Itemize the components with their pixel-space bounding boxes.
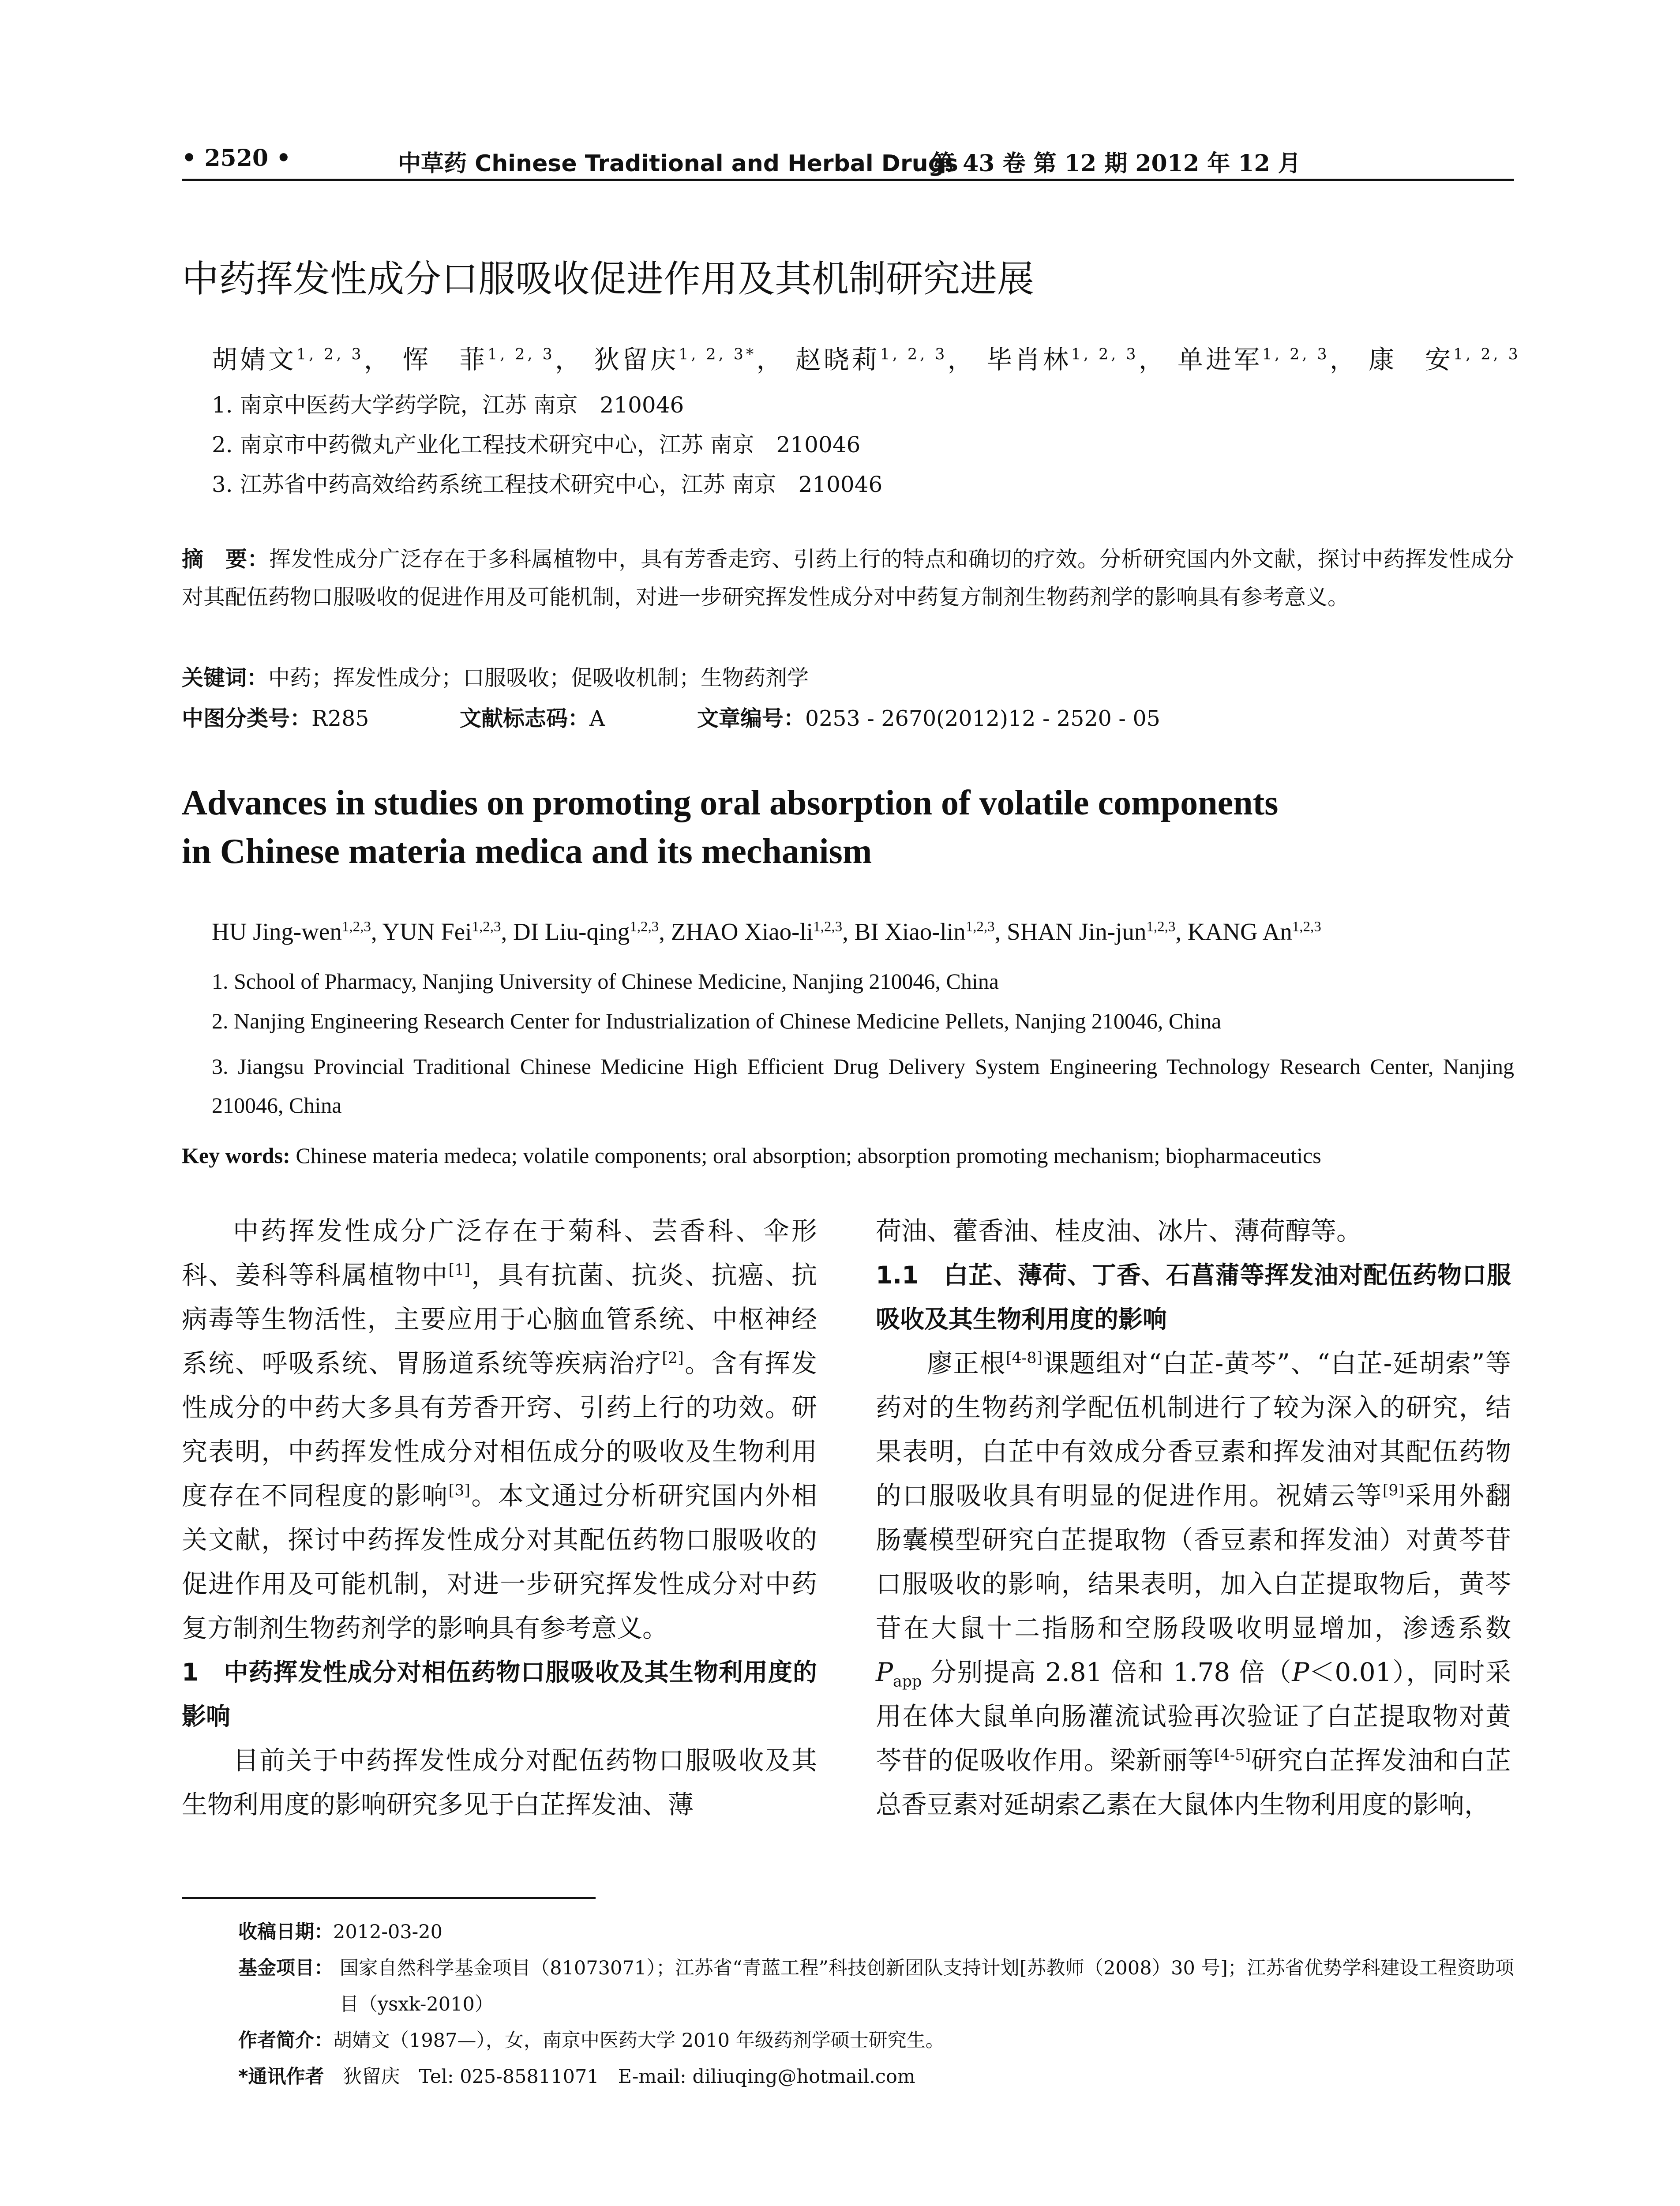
section-heading: 1 中药挥发性成分对相伍药物口服吸收及其生物利用度的影响 — [182, 1658, 817, 1730]
issue-info: 第 43 卷 第 12 期 2012 年 12 月 — [932, 150, 1301, 177]
en-title-line: Advances in studies on promoting oral absorption of volatile components — [182, 784, 1279, 822]
cn-abstract — [182, 540, 1514, 616]
en-keywords — [182, 1143, 1514, 1168]
funding-note: 基金项目： 国家自然科学基金项目（81073071）；江苏省“青蓝工程”科技创新团队支持计划[苏教师（2008）30 号]；江苏省优势学科建设工程资助项目（ysxk-2010） — [238, 1957, 1514, 2015]
cn-author-list: 胡婧文$^{1, 2, 3}$， 恽 菲$^{1, 2, 3}$， 狄留庆$^{1, 2, 3*}$， 赵晓莉$^{1, 2, 3}$， 毕肖林$^{1, 2, 3}$， 单进军$^{1, 2, 3}$， 康 安$^{1, 2, 3}$ — [212, 345, 1521, 375]
en-affiliation: 3. Jiangsu Provincial Traditional Chinese Medicine High Efficient Drug Delivery System Engineering Technology Research Center, Nanjing 210046, China — [212, 1054, 1514, 1118]
cn-author: 单进军$^{1, 2, 3}$ — [1178, 345, 1330, 375]
en-author: KANG An$^{1,2,3}$ — [1187, 918, 1321, 945]
en-author-list: HU Jing-wen$^{1,2,3}$, YUN Fei$^{1,2,3}$, DI Liu-qing$^{1,2,3}$, ZHAO Xiao-li$^{1,2,3}$, BI Xiao-lin$^{1,2,3}$, SHAN Jin-jun$^{1,2,3}$, KANG An$^{1,2,3}$ — [212, 918, 1321, 945]
body-paragraph: 廖正根[4-8]课题组对“白芷-黄芩”、“白芷-延胡索”等药对的生物药剂学配伍机制进行了较为深入的研究，结果表明，白芷中有效成分香豆素和挥发油对其配伍药物的口服吸收具有明显的促进作用。祝婧云等[9]采用外翻肠囊模型研究白芷提取物（香豆素和挥发油）对黄芩苷口服吸收的影响，结果表明，加入白芷提取物后，黄芩苷在大鼠十二指肠和空肠段吸收明显增加，渗透系数 $P_{app}$ 分别提高 2.81 倍和 1.78 倍（P＜0.01），同时采用在体大鼠单向肠灌流试验再次验证了白芷提取物对黄芩苷的促吸收作用。梁新丽等[4-5]研究白芷挥发油和白芷总香豆素对延胡索乙素在大鼠体内生物利用度的影响， — [876, 1348, 1511, 1820]
body-paragraph: 中药挥发性成分广泛存在于菊科、芸香科、伞形科、姜科等科属植物中[1]，具有抗菌、抗炎、抗癌、抗病毒等生物活性，主要应用于心脑血管系统、中枢神经系统、呼吸系统、胃肠道系统等疾病治疗[2]。含有挥发性成分的中药大多具有芳香开窍、引药上行的功效。研究表明，中药挥发性成分对相伍成分的吸收及生物利用度存在不同程度的影响[3]。本文通过分析研究国内外相关文献，探讨中药挥发性成分对其配伍药物口服吸收的促进作用及可能机制，对进一步研究挥发性成分对中药复方制剂生物药剂学的影响具有参考意义。 — [182, 1216, 817, 1643]
en-affiliation: 2. Nanjing Engineering Research Center for Industrialization of Chinese Medicine Pellets, Nanjing 210046, China — [212, 1009, 1222, 1033]
journal-name: 中草药 Chinese Traditional and Herbal Drugs — [398, 150, 958, 177]
cn-author: 胡婧文$^{1, 2, 3}$ — [212, 345, 364, 375]
running-header — [182, 140, 1514, 183]
en-affiliation: 1. School of Pharmacy, Nanjing University of Chinese Medicine, Nanjing 210046, China — [212, 969, 999, 994]
author-bio: 作者简介：胡婧文（1987—），女，南京中医药大学 2010 年级药剂学硕士研究生。 — [238, 2030, 945, 2052]
corresponding-author: *通讯作者 狄留庆 Tel: 025-85811071 E-mail: diliuqing@hotmail.com — [238, 2066, 915, 2088]
body-column-right — [876, 1209, 1511, 1827]
en-author: BI Xiao-lin$^{1,2,3}$ — [854, 918, 995, 945]
en-keywords-text: Chinese materia medeca; volatile components; oral absorption; absorption promoting mechanism; biopharmaceutics — [296, 1143, 1321, 1168]
page-number: • 2520 • — [182, 145, 291, 172]
en-author: ZHAO Xiao-li$^{1,2,3}$ — [671, 918, 843, 945]
citation: [9] — [1382, 1482, 1405, 1500]
citation: [2] — [662, 1349, 684, 1367]
article-number: 文章编号：0253 - 2670(2012)12 - 2520 - 05 — [697, 706, 1160, 731]
cn-author: 恽 菲$^{1, 2, 3}$ — [403, 345, 555, 375]
en-title — [182, 779, 1514, 876]
cn-author: 狄留庆$^{1, 2, 3*}$ — [594, 345, 757, 375]
en-keywords-label: Key words: — [182, 1143, 290, 1168]
cn-affiliation: 3. 江苏省中药高效给药系统工程技术研究中心，江苏 南京 210046 — [212, 472, 883, 497]
footnote-rule — [182, 1897, 596, 1899]
en-author: SHAN Jin-jun$^{1,2,3}$ — [1007, 918, 1176, 945]
cn-title: 中药挥发性成分口服吸收促进作用及其机制研究进展 — [182, 257, 1035, 300]
header-rule — [182, 179, 1514, 181]
en-author: HU Jing-wen$^{1,2,3}$ — [212, 918, 371, 945]
body-column-left — [182, 1209, 817, 1827]
en-author: DI Liu-qing$^{1,2,3}$ — [513, 918, 659, 945]
citation: [3] — [448, 1482, 470, 1500]
keywords-text: 中药；挥发性成分；口服吸收；促吸收机制；生物药剂学 — [268, 665, 809, 690]
clc-code: 中图分类号：R285 — [182, 706, 369, 731]
cn-keywords — [182, 661, 1514, 692]
body-paragraph: 荷油、藿香油、桂皮油、冰片、薄荷醇等。 — [876, 1216, 1362, 1246]
body-paragraph: 目前关于中药挥发性成分对配伍药物口服吸收及其生物利用度的影响研究多见于白芷挥发油、薄 — [182, 1745, 817, 1820]
received-date: 收稿日期：2012-03-20 — [238, 1921, 442, 1943]
abstract-label: 摘 要： — [182, 547, 270, 572]
cn-author: 康 安$^{1, 2, 3}$ — [1369, 345, 1521, 375]
doc-code: 文献标志码：A — [460, 706, 605, 731]
abstract-text: 挥发性成分广泛存在于多科属植物中，具有芳香走窍、引药上行的特点和确切的疗效。分析研究国内外文献，探讨中药挥发性成分对其配伍药物口服吸收的促进作用及可能机制，对进一步研究挥发性成分对中药复方制剂生物药剂学的影响具有参考意义。 — [182, 547, 1514, 610]
keywords-label: 关键词： — [182, 665, 269, 690]
cn-affiliation: 2. 南京市中药微丸产业化工程技术研究中心，江苏 南京 210046 — [212, 432, 861, 458]
cn-author: 毕肖林$^{1, 2, 3}$ — [986, 345, 1139, 375]
cn-author: 赵晓莉$^{1, 2, 3}$ — [795, 345, 948, 375]
subsection-heading: 1.1 白芷、薄荷、丁香、石菖蒲等挥发油对配伍药物口服吸收及其生物利用度的影响 — [876, 1261, 1511, 1333]
en-author: YUN Fei$^{1,2,3}$ — [382, 918, 501, 945]
citation: [4-5] — [1214, 1746, 1251, 1764]
en-title-line: in Chinese materia medica and its mechanism — [182, 832, 872, 871]
cn-affiliation: 1. 南京中医药大学药学院，江苏 南京 210046 — [212, 392, 684, 418]
citation: [1] — [448, 1261, 470, 1279]
citation: [4-8] — [1005, 1349, 1043, 1367]
